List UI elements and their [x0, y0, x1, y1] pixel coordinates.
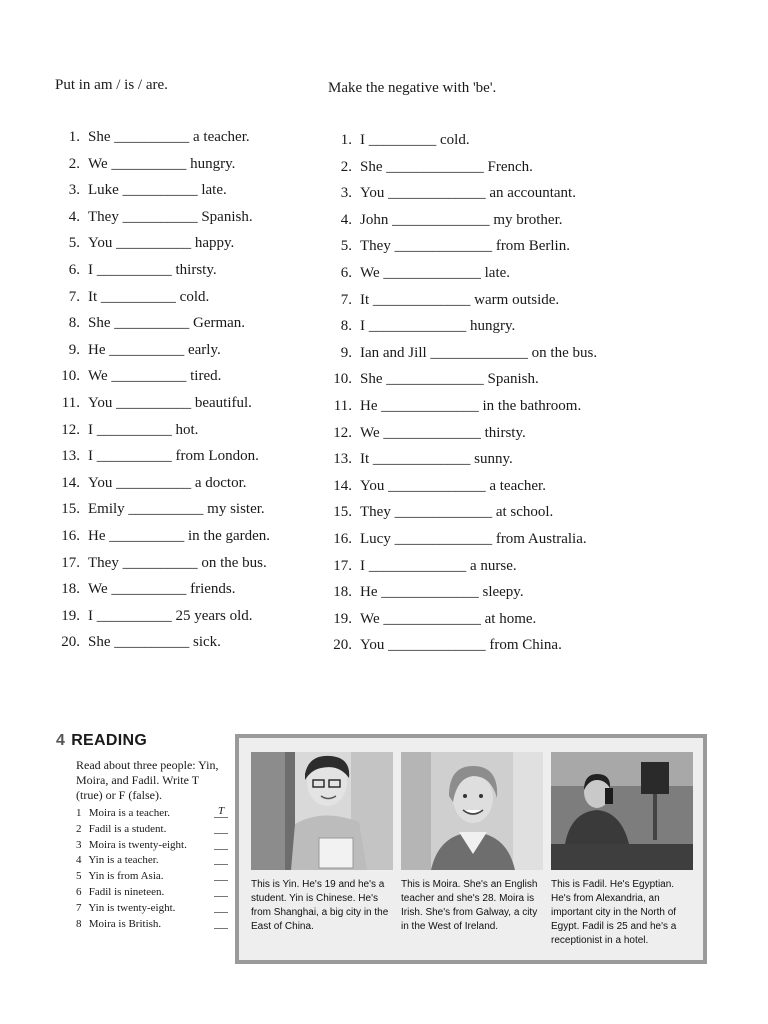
- right-exercise-item-2: [326, 154, 597, 181]
- true-false-list: [76, 806, 228, 932]
- reading-photo-panel: [235, 734, 707, 964]
- left-exercise-item-19: [54, 603, 270, 630]
- right-exercise-item-12: [326, 420, 597, 447]
- right-exercise-item-13: [326, 446, 597, 473]
- tf-answer-blank: T: [214, 806, 228, 818]
- left-exercise-item-17: [54, 550, 270, 577]
- left-exercise-item-sentence: I __________ thirsty.: [88, 261, 217, 278]
- person-card-moira: [401, 752, 543, 934]
- tf-item-statement: Yin is twenty-eight.: [88, 901, 176, 914]
- right-exercise-item-number: 20.: [333, 637, 352, 654]
- right-exercise-heading: Make the negative with 'be'.: [328, 80, 497, 96]
- right-exercise-item-15: [326, 499, 597, 526]
- right-exercise-item-number: 12.: [333, 424, 352, 441]
- caption-moira: This is Moira. She's an English teacher and she's 28. Moira is Irish. She's from Galway, a city in the West of Ireland.: [401, 879, 538, 932]
- left-exercise-item-sentence: You __________ beautiful.: [88, 394, 252, 411]
- left-exercise-item-7: [54, 284, 270, 311]
- tf-item-6: [76, 885, 228, 901]
- right-exercise-item-sentence: We _____________ at home.: [360, 610, 537, 627]
- left-exercise-item-sentence: We __________ hungry.: [88, 155, 236, 172]
- right-exercise-item-17: [326, 553, 597, 580]
- tf-item-statement: Fadil is a student.: [88, 822, 167, 835]
- left-exercise-item-8: [54, 310, 270, 337]
- left-exercise-item-number: 11.: [61, 394, 80, 411]
- left-exercise-item-number: 14.: [61, 474, 80, 491]
- left-exercise-item-sentence: Emily __________ my sister.: [88, 501, 265, 518]
- left-exercise-item-number: 13.: [61, 448, 80, 465]
- right-exercise-item-sentence: You _____________ from China.: [360, 637, 562, 654]
- left-exercise-item-number: 18.: [61, 581, 80, 598]
- left-exercise-item-number: 3.: [68, 182, 80, 199]
- right-exercise-item-number: 11.: [333, 397, 352, 414]
- left-exercise-heading: Put in am / is / are.: [55, 77, 168, 93]
- left-exercise-list: [54, 124, 270, 656]
- right-exercise-item-18: [326, 579, 597, 606]
- tf-answer-blank: [214, 853, 228, 865]
- left-exercise-item-16: [54, 523, 270, 550]
- left-exercise-item-number: 6.: [68, 261, 80, 278]
- tf-item-1: [76, 806, 228, 822]
- right-exercise-item-number: 6.: [340, 264, 352, 281]
- right-exercise-item-sentence: He _____________ sleepy.: [360, 584, 524, 601]
- person-card-yin: [251, 752, 393, 934]
- right-exercise-item-number: 17.: [333, 557, 352, 574]
- photo-yin: [251, 752, 393, 870]
- right-exercise-item-sentence: It _____________ sunny.: [360, 451, 513, 468]
- left-exercise-item-14: [54, 470, 270, 497]
- left-exercise-item-sentence: He __________ in the garden.: [88, 527, 271, 544]
- left-exercise-item-number: 5.: [68, 235, 80, 252]
- tf-answer-blank: [214, 917, 228, 929]
- tf-answer-blank: [214, 838, 228, 850]
- left-exercise-item-sentence: They __________ on the bus.: [88, 554, 267, 571]
- right-exercise-item-sentence: You _____________ a teacher.: [360, 477, 546, 494]
- right-exercise-item-sentence: He _____________ in the bathroom.: [360, 397, 582, 414]
- right-exercise-item-3: [326, 180, 597, 207]
- right-exercise-item-number: 8.: [340, 318, 352, 335]
- right-exercise-item-6: [326, 260, 597, 287]
- left-exercise-item-number: 20.: [61, 634, 80, 651]
- left-exercise-item-18: [54, 576, 270, 603]
- right-exercise-item-number: 4.: [340, 211, 352, 228]
- left-exercise-item-sentence: She __________ German.: [88, 315, 246, 332]
- left-exercise-item-sentence: He __________ early.: [88, 341, 221, 358]
- left-exercise-item-10: [54, 363, 270, 390]
- left-exercise-item-number: 16.: [61, 527, 80, 544]
- tf-item-statement: Yin is a teacher.: [88, 854, 159, 867]
- right-exercise-item-number: 9.: [340, 344, 352, 361]
- left-exercise-item-11: [54, 390, 270, 417]
- left-exercise-item-5: [54, 230, 270, 257]
- right-exercise-item-7: [326, 287, 597, 314]
- reading-section-title: [56, 732, 147, 750]
- left-exercise-item-sentence: I __________ 25 years old.: [88, 607, 253, 624]
- right-exercise-item-sentence: I _________ cold.: [360, 132, 470, 148]
- left-exercise-item-3: [54, 177, 270, 204]
- tf-item-number: 6: [76, 885, 82, 898]
- tf-item-number: 1: [76, 807, 82, 819]
- right-exercise-item-4: [326, 207, 597, 234]
- right-exercise-item-sentence: They _____________ at school.: [360, 504, 554, 521]
- left-exercise-item-number: 4.: [68, 208, 80, 225]
- left-exercise-item-sentence: She __________ sick.: [88, 634, 221, 651]
- left-exercise-item-6: [54, 257, 270, 284]
- left-exercise-item-20: [54, 629, 270, 656]
- left-exercise-item-number: 7.: [68, 288, 80, 305]
- right-exercise-item-14: [326, 473, 597, 500]
- left-exercise-item-number: 12.: [61, 421, 80, 438]
- right-exercise-item-10: [326, 366, 597, 393]
- tf-answer-blank: [214, 901, 228, 913]
- photo-moira: [401, 752, 543, 870]
- left-exercise-item-9: [54, 337, 270, 364]
- right-exercise-item-sentence: She _____________ French.: [360, 158, 533, 175]
- tf-item-2: [76, 822, 228, 838]
- right-exercise-item-sentence: John _____________ my brother.: [360, 211, 563, 228]
- left-exercise-item-number: 10.: [61, 368, 80, 385]
- left-exercise-item-12: [54, 417, 270, 444]
- reading-title-text: READING: [71, 732, 148, 749]
- left-exercise-item-number: 9.: [68, 341, 80, 358]
- right-exercise-item-number: 10.: [333, 371, 352, 388]
- photo-fadil: [551, 752, 693, 870]
- left-exercise-item-number: 1.: [68, 129, 80, 145]
- left-exercise-item-sentence: I __________ from London.: [88, 448, 259, 465]
- right-exercise-item-19: [326, 606, 597, 633]
- left-exercise-item-sentence: She __________ a teacher.: [88, 129, 250, 145]
- right-exercise-item-sentence: We _____________ late.: [360, 264, 511, 281]
- left-exercise-item-sentence: You __________ a doctor.: [88, 474, 247, 491]
- right-exercise-item-number: 3.: [340, 185, 352, 202]
- tf-item-number: 3: [76, 838, 82, 851]
- tf-item-4: [76, 853, 228, 869]
- tf-answer-blank: [214, 869, 228, 881]
- left-exercise-item-sentence: It __________ cold.: [88, 288, 210, 305]
- right-exercise-item-8: [326, 313, 597, 340]
- tf-item-number: 4: [76, 854, 82, 867]
- person-card-fadil: [551, 752, 693, 948]
- caption-fadil: This is Fadil. He's Egyptian. He's from Alexandria, an important city in the North of Egypt. Fadil is 25 and he's a receptionist in a hotel.: [551, 879, 677, 946]
- left-exercise-item-number: 2.: [68, 155, 80, 172]
- caption-yin: This is Yin. He's 19 and he's a student. Yin is Chinese. He's from Shanghai, a big city in the East of China.: [251, 879, 389, 932]
- right-exercise-item-number: 14.: [333, 477, 352, 494]
- right-exercise-item-16: [326, 526, 597, 553]
- right-exercise-item-number: 5.: [340, 238, 352, 255]
- left-exercise-item-number: 17.: [61, 554, 80, 571]
- left-exercise-item-sentence: We __________ friends.: [88, 581, 236, 598]
- left-exercise-item-sentence: Luke __________ late.: [88, 182, 227, 199]
- reading-section-number: 4: [56, 732, 66, 749]
- right-exercise-item-number: 15.: [333, 504, 352, 521]
- right-exercise-item-number: 7.: [340, 291, 352, 308]
- right-exercise-item-sentence: Lucy _____________ from Australia.: [360, 530, 587, 547]
- right-exercise-item-sentence: We _____________ thirsty.: [360, 424, 526, 441]
- tf-item-number: 2: [76, 822, 82, 835]
- tf-answer-blank: [214, 822, 228, 834]
- right-exercise-item-sentence: Ian and Jill _____________ on the bus.: [360, 344, 598, 361]
- left-exercise-item-number: 19.: [61, 607, 80, 624]
- right-exercise-item-sentence: I _____________ a nurse.: [360, 557, 517, 574]
- right-exercise-item-sentence: They _____________ from Berlin.: [360, 238, 570, 255]
- right-exercise-item-sentence: She _____________ Spanish.: [360, 371, 539, 388]
- tf-item-number: 8: [76, 917, 82, 930]
- right-exercise-item-5: [326, 233, 597, 260]
- right-exercise-item-1: [326, 127, 597, 154]
- right-exercise-item-number: 19.: [333, 610, 352, 627]
- left-exercise-item-15: [54, 496, 270, 523]
- right-exercise-list: [326, 127, 597, 659]
- right-exercise-item-9: [326, 340, 597, 367]
- left-exercise-item-number: 15.: [61, 501, 80, 518]
- left-exercise-item-number: 8.: [68, 315, 80, 332]
- right-exercise-item-11: [326, 393, 597, 420]
- right-exercise-item-number: 1.: [340, 132, 352, 148]
- left-exercise-item-1: [54, 124, 270, 151]
- right-exercise-item-number: 18.: [333, 584, 352, 601]
- tf-item-statement: Moira is British.: [88, 917, 162, 930]
- left-exercise-item-sentence: I __________ hot.: [88, 421, 199, 438]
- tf-item-3: [76, 838, 228, 854]
- tf-item-7: [76, 901, 228, 917]
- left-exercise-item-4: [54, 204, 270, 231]
- right-exercise-item-20: [326, 632, 597, 659]
- left-exercise-item-sentence: They __________ Spanish.: [88, 208, 253, 225]
- tf-item-statement: Moira is a teacher.: [88, 807, 170, 819]
- tf-item-8: [76, 917, 228, 933]
- tf-answer-blank: [214, 885, 228, 897]
- right-exercise-item-sentence: It _____________ warm outside.: [360, 291, 560, 308]
- right-exercise-item-number: 13.: [333, 451, 352, 468]
- tf-item-statement: Fadil is nineteen.: [88, 885, 165, 898]
- tf-item-number: 7: [76, 901, 82, 914]
- left-exercise-item-sentence: We __________ tired.: [88, 368, 222, 385]
- right-exercise-item-number: 2.: [340, 158, 352, 175]
- right-exercise-item-number: 16.: [333, 530, 352, 547]
- right-exercise-item-sentence: You _____________ an accountant.: [360, 185, 576, 202]
- left-exercise-item-13: [54, 443, 270, 470]
- tf-item-statement: Yin is from Asia.: [88, 870, 164, 883]
- reading-instructions: Read about three people: Yin, Moira, and Fadil. Write T (true) or F (false).: [76, 758, 219, 802]
- left-exercise-item-2: [54, 151, 270, 178]
- tf-item-5: [76, 869, 228, 885]
- tf-item-statement: Moira is twenty-eight.: [88, 838, 187, 851]
- right-exercise-item-sentence: I _____________ hungry.: [360, 318, 516, 335]
- left-exercise-item-sentence: You __________ happy.: [88, 235, 235, 252]
- tf-item-number: 5: [76, 870, 82, 883]
